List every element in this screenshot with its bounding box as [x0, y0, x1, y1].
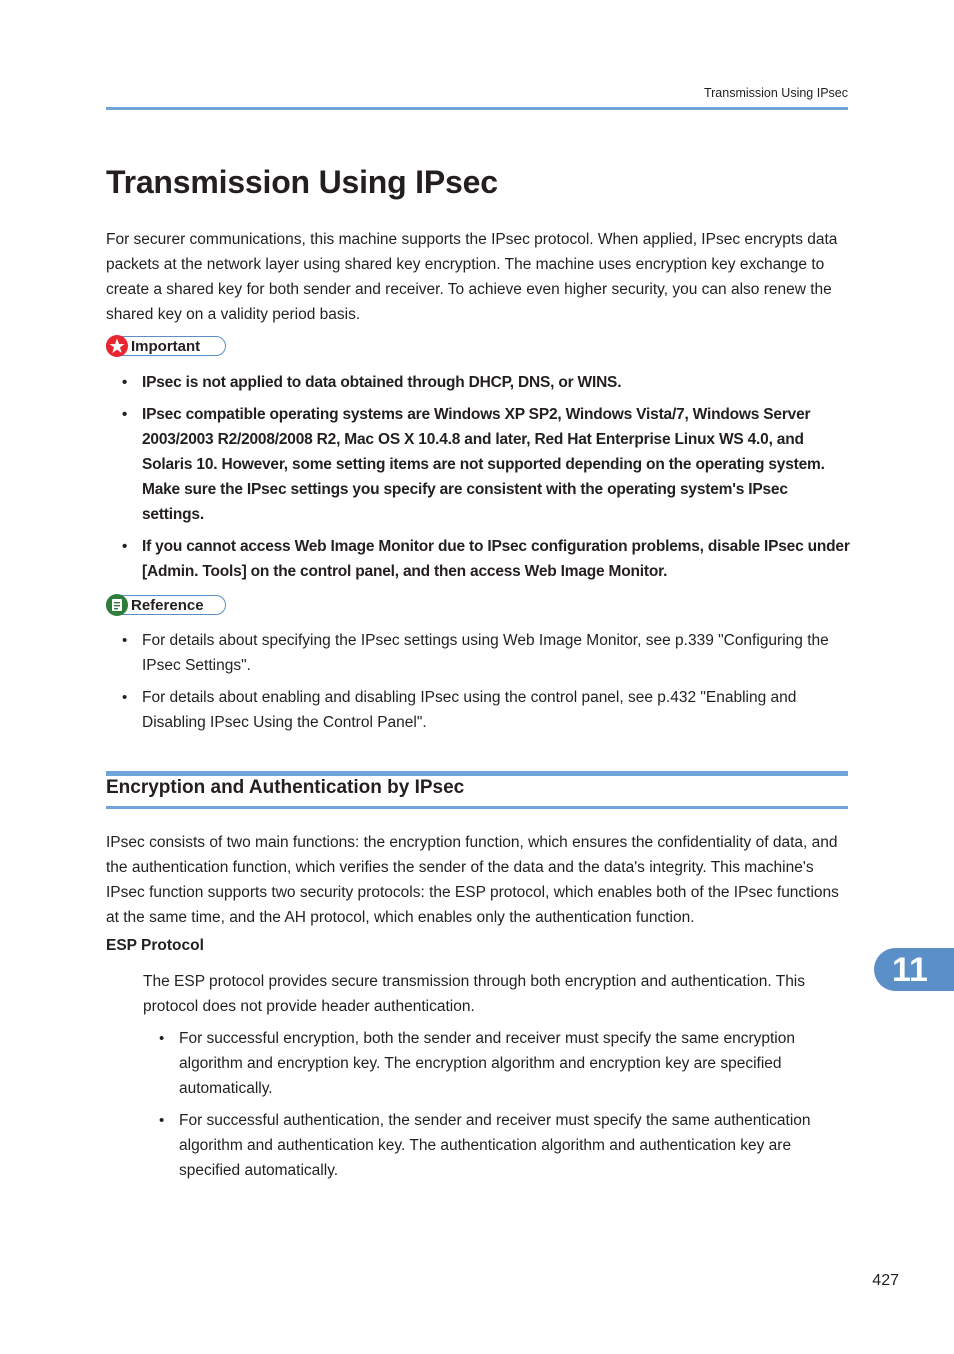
- important-list: [106, 370, 851, 591]
- list-item: • IPsec is not applied to data obtained through DHCP, DNS, or WINS.: [106, 370, 851, 395]
- bullet-dot: •: [122, 632, 128, 649]
- page-title: Transmission Using IPsec: [106, 164, 498, 200]
- list-item: • For details about specifying the IPsec settings using Web Image Monitor, see p.339 "Configuring the IPsec Settings".: [106, 628, 851, 678]
- book-icon: [106, 594, 128, 616]
- reference-label-text: Reference: [131, 597, 204, 614]
- bullet-dot: •: [122, 538, 128, 555]
- list-item: • IPsec compatible operating systems are Windows XP SP2, Windows Vista/7, Windows Server 2003/2003 R2/2008/2008 R2, Mac OS X 10.4.8 and later, Red Hat Enterprise Linux WS 4.0, and Solaris 10. However, some setting items are not supported depending on the operating system. Make sure the IPsec settings you specify are consistent with the operating system's IPsec settings.: [106, 402, 851, 527]
- reference-list: [106, 628, 851, 742]
- reference-label: [106, 595, 226, 615]
- bullet-dot: •: [159, 1112, 165, 1129]
- bullet-dot: •: [159, 1030, 165, 1047]
- list-item: • For details about enabling and disabling IPsec using the control panel, see p.432 "Enabling and Disabling IPsec Using the Control Panel".: [106, 685, 851, 735]
- bullet-dot: •: [122, 689, 128, 706]
- section-title: Encryption and Authentication by IPsec: [106, 777, 465, 798]
- section-rule-bottom: [106, 806, 848, 809]
- star-icon: [106, 335, 128, 357]
- important-label: [106, 336, 226, 356]
- list-item: • For successful authentication, the sender and receiver must specify the same authentication algorithm and authentication key. The authentication algorithm and authentication key are specified automatically.: [143, 1108, 833, 1183]
- chapter-number: 11: [892, 951, 928, 989]
- bullet-dot: •: [122, 406, 128, 423]
- list-item: • For successful encryption, both the sender and receiver must specify the same encryption algorithm and encryption key. The encryption algorithm and encryption key are specified automatically.: [143, 1026, 833, 1101]
- list-item: • If you cannot access Web Image Monitor due to IPsec configuration problems, disable IPsec under [Admin. Tools] on the control panel, and then access Web Image Monitor.: [106, 534, 851, 584]
- running-header: Transmission Using IPsec: [703, 86, 848, 100]
- page-number: 427: [872, 1272, 899, 1289]
- bullet-dot: •: [122, 374, 128, 391]
- important-label-text: Important: [131, 338, 201, 355]
- section-paragraph: IPsec consists of two main functions: the encryption function, which ensures the confidentiality of data, and the authentication function, which verifies the sender of the data and the data's integrity. This machine's IPsec function supports two security protocols: the ESP protocol, which enables both of the IPsec functions at the same time, and the AH protocol, which enables only the authentication function.: [106, 834, 839, 926]
- esp-list: [143, 1026, 833, 1190]
- esp-heading: ESP Protocol: [106, 937, 204, 954]
- intro-paragraph: For securer communications, this machine supports the IPsec protocol. When applied, IPsec encrypts data packets at the network layer using shared key encryption. The machine uses encryption key exchange to create a shared key for both sender and receiver. To achieve even higher security, you can also renew the shared key on a validity period basis.: [106, 231, 838, 323]
- section-rule-top: [106, 771, 848, 776]
- header-rule: [106, 107, 848, 110]
- esp-paragraph: The ESP protocol provides secure transmission through both encryption and authentication. This protocol does not provide header authentication.: [143, 973, 806, 1015]
- chapter-tab: [874, 948, 954, 991]
